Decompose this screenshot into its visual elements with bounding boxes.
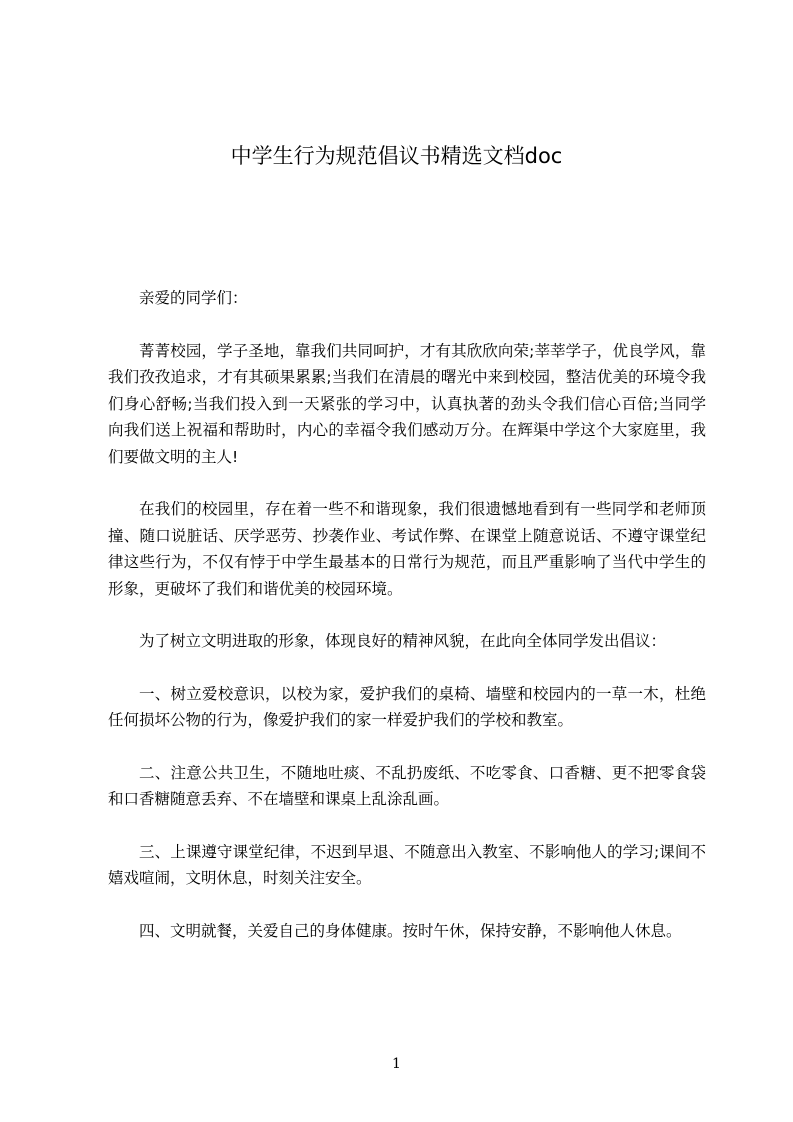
paragraph-item-3: 三、上课遵守课堂纪律，不迟到早退、不随意出入教室、不影响他人的学习;课间不嬉戏喧闹，文明休息，时刻关注安全。 bbox=[108, 842, 706, 887]
page-number: 1 bbox=[392, 1056, 401, 1072]
paragraph-problems: 在我们的校园里，存在着一些不和谐现象，我们很遗憾地看到有一些同学和老师顶撞、随口说脏话、厌学恶劳、抄袭作业、考试作弊、在课堂上随意说话、不遵守课堂纪律这些行为，不仅有悖于中学生最基本的日常行为规范，而且严重影响了当代中学生的形象，更破坏了我们和谐优美的校园环境。 bbox=[108, 500, 706, 598]
paragraph-proposal: 为了树立文明进取的形象，体现良好的精神风貌，在此向全体同学发出倡议： bbox=[139, 632, 667, 650]
paragraph-item-2: 二、注意公共卫生，不随地吐痰、不乱扔废纸、不吃零食、口香糖、更不把零食袋和口香糖随意丢弃、不在墙壁和课桌上乱涂乱画。 bbox=[108, 763, 706, 808]
paragraph-intro: 菁菁校园，学子圣地，靠我们共同呵护，才有其欣欣向荣;莘莘学子，优良学风，靠我们孜孜追求，才有其硕果累累;当我们在清晨的曙光中来到校园，整洁优美的环境令我们身心舒畅;当我们投入到一天紧张的学习中，认真执著的劲头令我们信心百倍;当同学向我们送上祝福和帮助时，内心的幸福令我们感动万分。在辉渠中学这个大家庭里，我们要做文明的主人! bbox=[108, 341, 706, 466]
document-body bbox=[108, 285, 706, 970]
paragraph-item-4: 四、文明就餐，关爱自己的身体健康。按时午休，保持安静，不影响他人休息。 bbox=[139, 921, 682, 940]
salutation: 亲爱的同学们： bbox=[139, 289, 248, 307]
paragraph-item-1: 一、树立爱校意识，以校为家，爱护我们的桌椅、墙壁和校园内的一草一木，杜绝任何损坏公物的行为，像爱护我们的家一样爱护我们的学校和教室。 bbox=[108, 684, 706, 729]
document-title: 中学生行为规范倡议书精选文档doc bbox=[230, 144, 563, 168]
